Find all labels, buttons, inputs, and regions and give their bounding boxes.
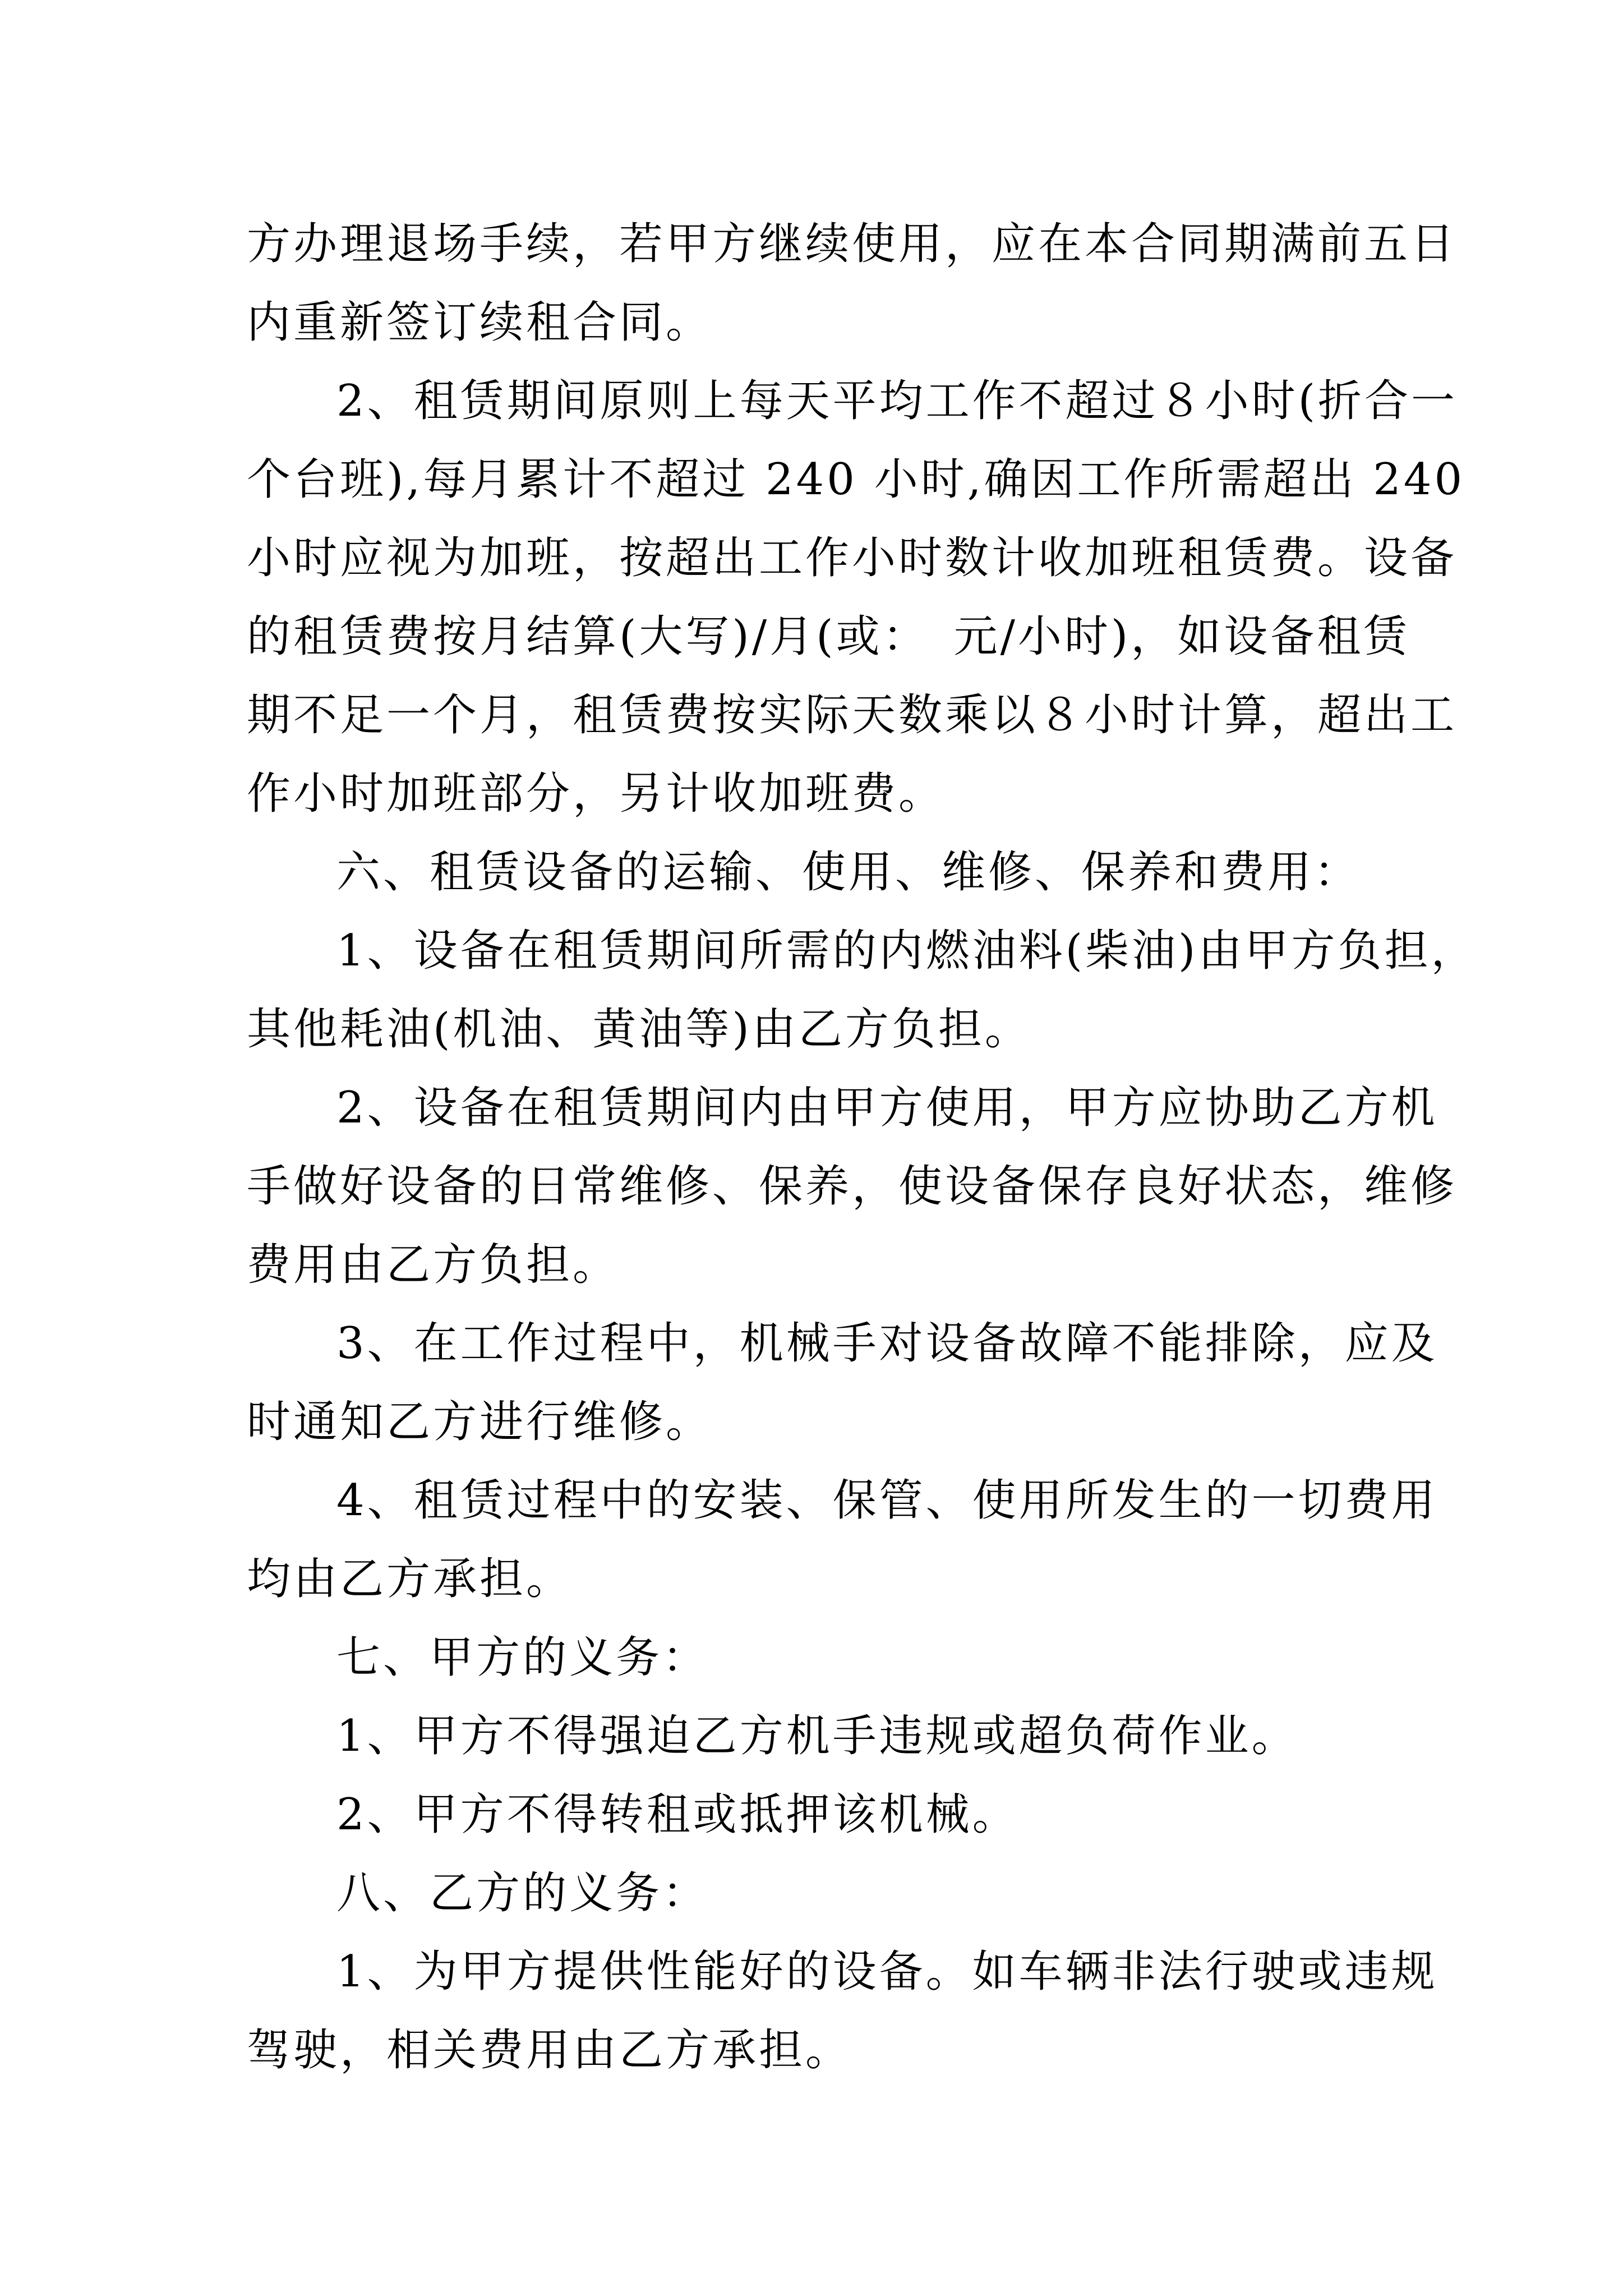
text-line: 内重新签订续租合同。: [247, 297, 713, 348]
text-line: 2、设备在租赁期间内由甲方使用，甲方应协助乙方机: [336, 1083, 1438, 1133]
text-line: 手做好设备的日常维修、保养，使设备保存良好状态，维修: [247, 1161, 1458, 1212]
text-line: 1、设备在租赁期间所需的内燃油料(柴油)由甲方负担，: [336, 926, 1478, 976]
text-line: 3、在工作过程中，机械手对设备故障不能排除，应及: [336, 1318, 1438, 1369]
text-line: 2、甲方不得转租或抵押该机械。: [336, 1789, 1019, 1840]
section-heading: 六、租赁设备的运输、使用、维修、保养和费用：: [336, 847, 1361, 898]
text-line: 时通知乙方进行维修。: [247, 1397, 713, 1447]
document-body: [247, 205, 1478, 2090]
text-line: 均由乙方承担。: [247, 1554, 573, 1604]
text-line: 1、为甲方提供性能好的设备。如车辆非法行驶或违规: [336, 1947, 1438, 1997]
text-line: 费用由乙方负担。: [247, 1240, 620, 1290]
text-line: 小时应视为加班，按超出工作小时数计收加班租赁费。设备: [247, 533, 1458, 583]
text-line: 的租赁费按月结算(大写)/月(或： 元/小时)，如设备租赁: [247, 611, 1410, 662]
text-line: 方办理退场手续，若甲方继续使用，应在本合同期满前五日: [247, 219, 1458, 269]
text-line: 个台班),每月累计不超过 240 小时,确因工作所需超出 240: [247, 454, 1465, 505]
text-line: 驾驶，相关费用由乙方承担。: [247, 2025, 852, 2076]
section-heading: 七、甲方的义务：: [336, 1632, 709, 1683]
text-line: 1、甲方不得强迫乙方机手违规或超负荷作业。: [336, 1711, 1298, 1761]
text-line: 其他耗油(机油、黄油等)由乙方负担。: [247, 1004, 1031, 1055]
text-line: 期不足一个月，租赁费按实际天数乘以８小时计算，超出工: [247, 690, 1458, 740]
text-line: 2、租赁期间原则上每天平均工作不超过８小时(折合一: [336, 376, 1458, 426]
text-line: 作小时加班部分，另计收加班费。: [247, 769, 946, 819]
section-heading: 八、乙方的义务：: [336, 1868, 709, 1918]
text-line: 4、租赁过程中的安装、保管、使用所发生的一切费用: [336, 1475, 1438, 1526]
